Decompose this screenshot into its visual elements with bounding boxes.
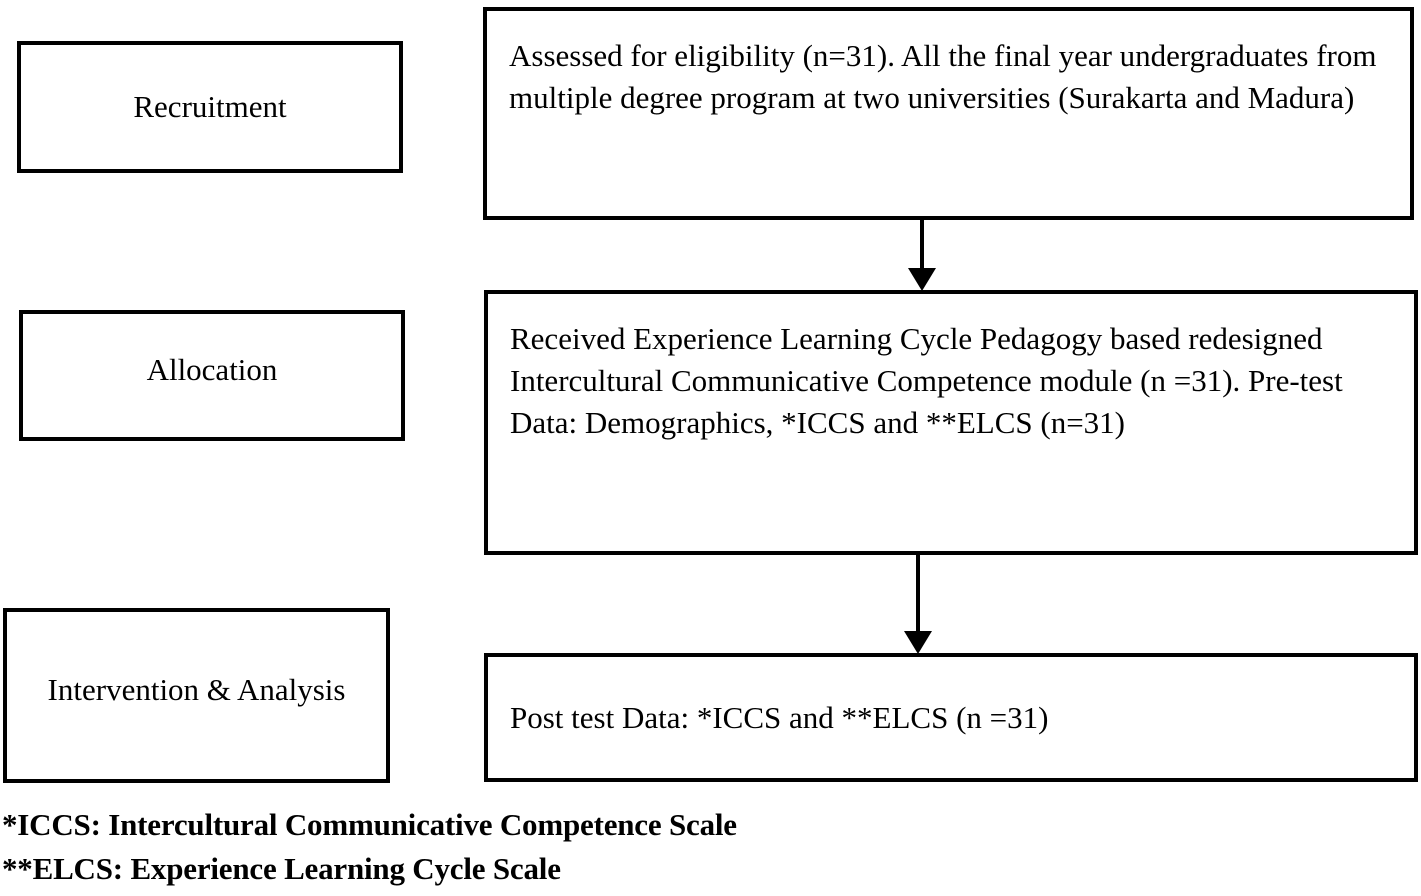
stage-label-recruitment: Recruitment bbox=[133, 89, 287, 124]
stage-label-intervention-analysis: Intervention & Analysis bbox=[47, 672, 346, 707]
connector-recruitment-to-allocation bbox=[906, 220, 938, 291]
stage-box-allocation bbox=[19, 310, 405, 441]
detail-text-recruitment: Assessed for eligibility (n=31). All the final year undergraduates from multiple degree program at two universities (Surakarta and Madura) bbox=[509, 38, 1377, 115]
down-arrow-icon bbox=[904, 631, 932, 654]
detail-box-allocation bbox=[484, 290, 1418, 555]
stage-label-allocation: Allocation bbox=[146, 351, 278, 387]
detail-text-intervention-analysis: Post test Data: *ICCS and **ELCS (n =31) bbox=[510, 699, 1049, 735]
stage-box-recruitment bbox=[17, 41, 403, 173]
stage-box-intervention-analysis bbox=[3, 608, 390, 783]
footnotes bbox=[2, 803, 737, 891]
footnote-iccs: *ICCS: Intercultural Communicative Competence Scale bbox=[2, 807, 737, 842]
detail-box-intervention-analysis bbox=[484, 653, 1418, 782]
detail-text-allocation: Received Experience Learning Cycle Pedagogy based redesigned Intercultural Communicative Competence module (n =31). Pre-test Data: Demographics, *ICCS and **ELCS (n=31) bbox=[510, 321, 1343, 440]
down-arrow-icon bbox=[908, 268, 936, 291]
connector-allocation-to-intervention bbox=[902, 554, 934, 654]
arrow-shaft bbox=[916, 554, 920, 632]
footnote-elcs: **ELCS: Experience Learning Cycle Scale bbox=[2, 851, 561, 886]
arrow-shaft bbox=[920, 220, 924, 269]
detail-box-recruitment bbox=[483, 7, 1414, 220]
